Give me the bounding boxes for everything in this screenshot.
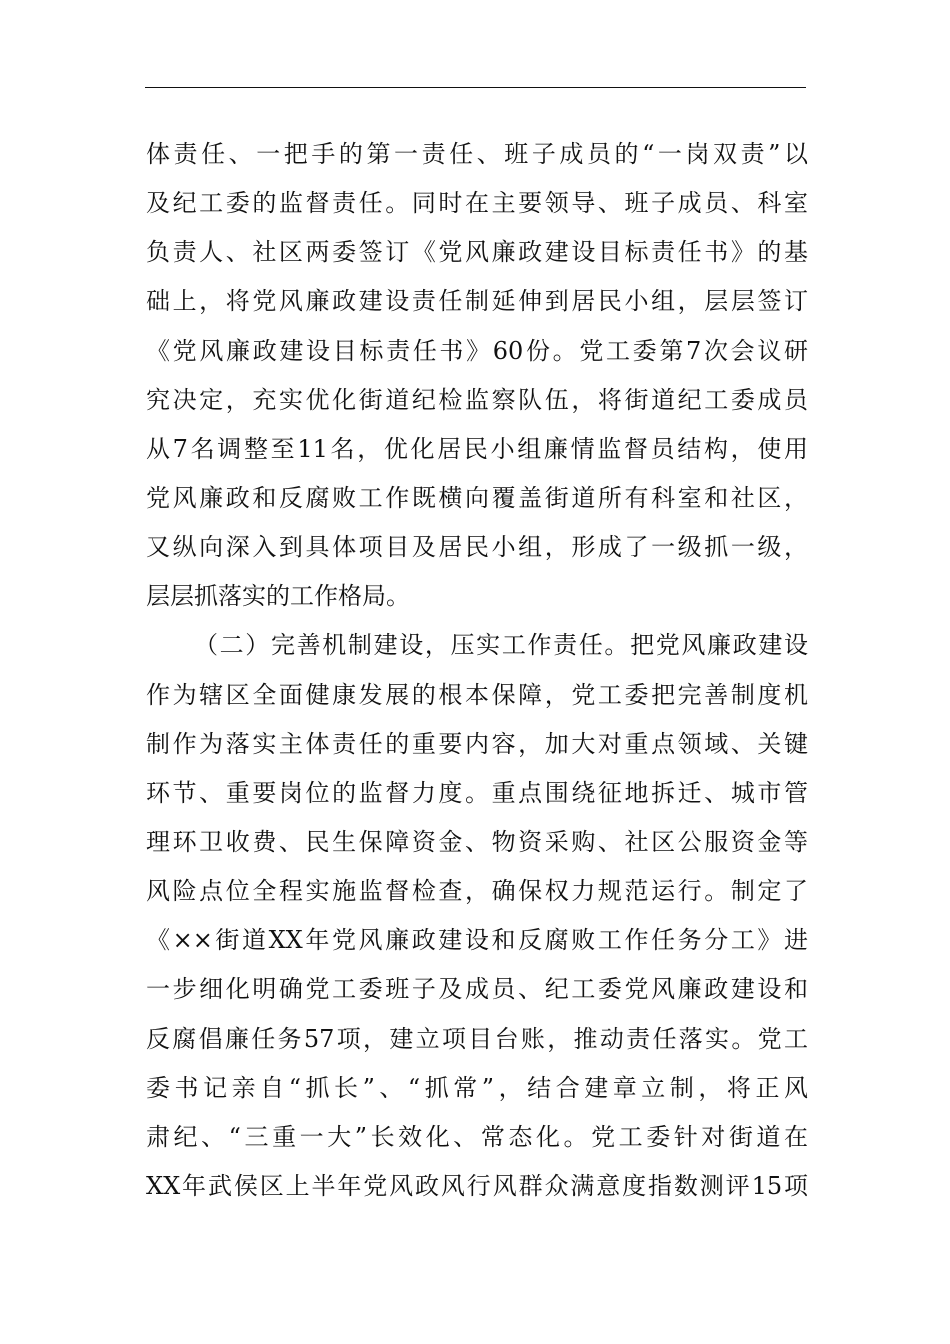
- header-rule: [145, 87, 806, 88]
- text-line: 《××街道XX年党风廉政建设和反腐败工作任务分工》进: [146, 926, 808, 955]
- text-line: （二）完善机制建设，压实工作责任。把党风廉政建设: [194, 631, 808, 660]
- text-line: 反腐倡廉任务57项，建立项目台账，推动责任落实。党工: [146, 1024, 808, 1053]
- body-text: [146, 130, 808, 1211]
- text-line: 究决定，充实优化街道纪检监察队伍，将街道纪工委成员: [146, 385, 808, 414]
- text-line: 委书记亲自“抓长”、“抓常”，结合建章立制，将正风: [146, 1073, 808, 1102]
- text-line: 及纪工委的监督责任。同时在主要领导、班子成员、科室: [146, 189, 808, 218]
- text-line: 又纵向深入到具体项目及居民小组，形成了一级抓一级，: [146, 533, 808, 562]
- text-line: 负责人、社区两委签订《党风廉政建设目标责任书》的基: [146, 238, 808, 267]
- text-line: 层层抓落实的工作格局。: [146, 582, 410, 611]
- text-line: 作为辖区全面健康发展的根本保障，党工委把完善制度机: [146, 680, 808, 709]
- text-line: 《党风廉政建设目标责任书》60份。党工委第7次会议研: [146, 336, 808, 365]
- text-line: 环节、重要岗位的监督力度。重点围绕征地拆迁、城市管: [146, 778, 808, 807]
- text-line: 一步细化明确党工委班子及成员、纪工委党风廉政建设和: [146, 975, 808, 1004]
- text-line: 制作为落实主体责任的重要内容，加大对重点领域、关键: [146, 729, 808, 758]
- text-line: 肃纪、“三重一大”长效化、常态化。党工委针对街道在: [146, 1122, 808, 1151]
- text-line: 体责任、一把手的第一责任、班子成员的“一岗双责”以: [146, 140, 808, 168]
- text-line: XX年武侯区上半年党风政风行风群众满意度指数测评15项: [146, 1171, 808, 1200]
- text-line: 党风廉政和反腐败工作既横向覆盖街道所有科室和社区，: [146, 483, 808, 512]
- text-line: 础上，将党风廉政建设责任制延伸到居民小组，层层签订: [146, 287, 808, 316]
- text-line: 风险点位全程实施监督检查，确保权力规范运行。制定了: [146, 877, 808, 906]
- text-line: 理环卫收费、民生保障资金、物资采购、社区公服资金等: [146, 827, 808, 856]
- text-line: 从7名调整至11名，优化居民小组廉情监督员结构，使用: [146, 434, 808, 463]
